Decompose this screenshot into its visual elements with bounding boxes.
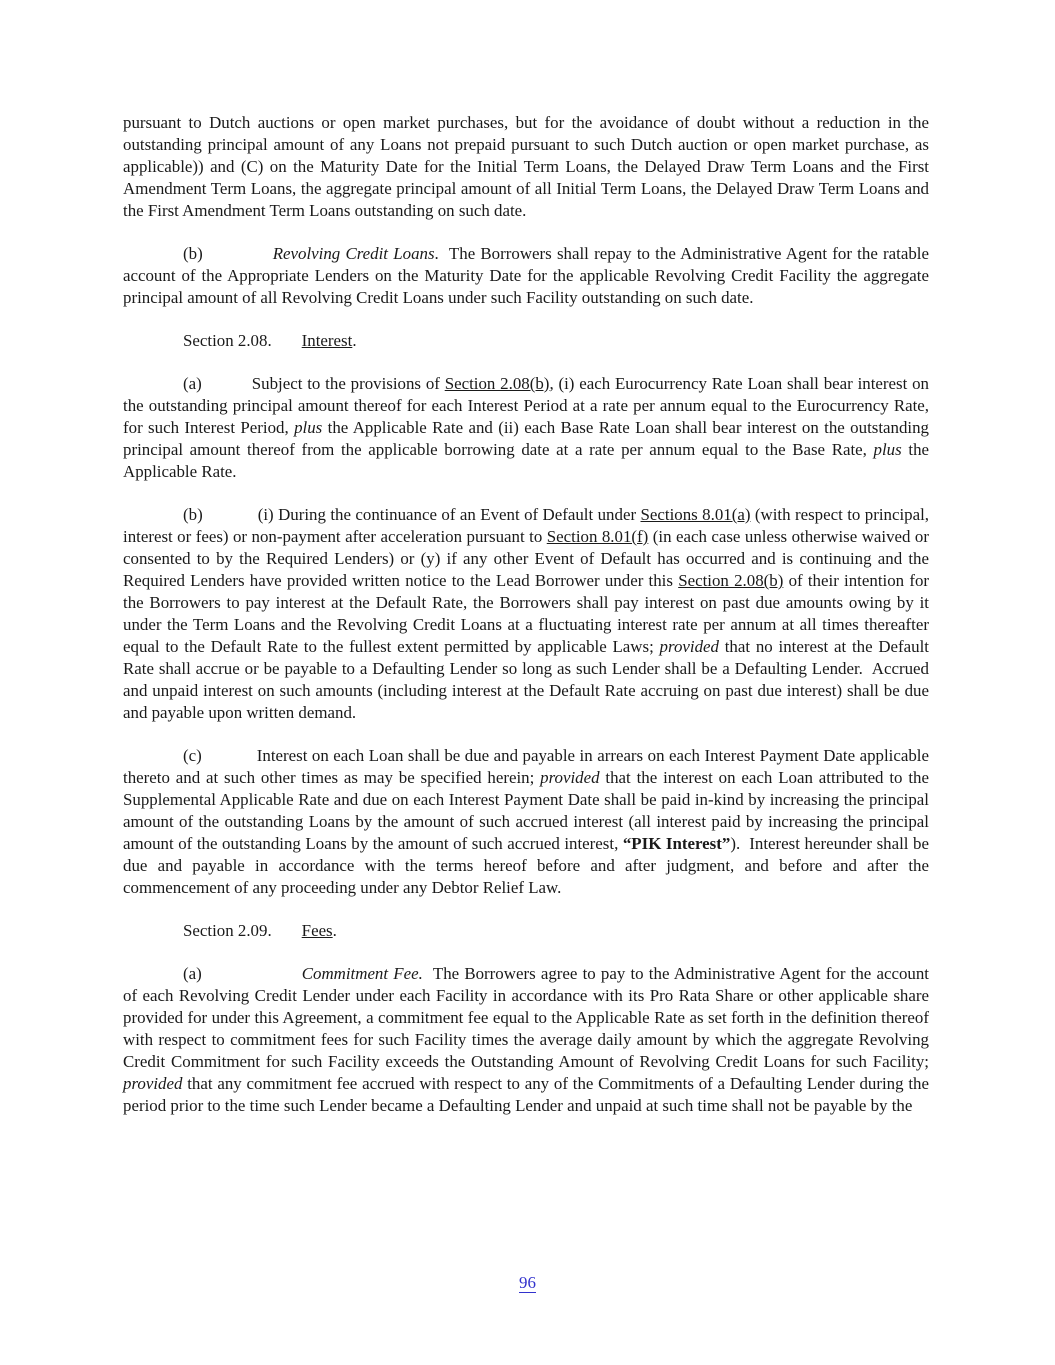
para-prepayment-continuation (123, 112, 929, 222)
text-run: provided (540, 768, 600, 787)
text-run: Section 2.08. (183, 331, 272, 350)
text-run: provided (123, 1074, 183, 1093)
text-run: Revolving Credit Loans (272, 244, 435, 263)
text-run: Section 8.01(f) (546, 527, 649, 546)
text-run: . The Borrowers shall repay to the Administrative Agent for the ratable account of the Appropriate Lenders on the Maturity Date for the applicable Revolving Credit Facility the aggregate principal amount of all Revolving Credit Loans under such Facility outstanding on such date. (123, 244, 929, 307)
text-run: Section 2.08(b) (678, 571, 784, 590)
text-run: “PIK Interest” (622, 834, 731, 853)
heading-section-2-09 (123, 920, 929, 942)
text-run: Fees (301, 921, 333, 940)
text-run: that the interest on each Loan attributed to the Supplemental Applicable Rate and due on each Interest Payment Date shall be paid in-kind by increasing the principal amount of the outstanding Loans by the amount of such accrued interest (all interest paid by increasing the principal amount of the outstanding Loans by the amount of such accrued interest, (123, 768, 929, 853)
para-b-default-rate (123, 504, 929, 724)
text-run: Interest (301, 331, 353, 350)
text-run: (in each case unless otherwise waived or consented to by the Required Lenders) or (y) if any other Event of Default has occurred and is continuing and the Required Lenders have provided written notice to the Lead Borrower under this (123, 527, 929, 590)
text-run: (a) (183, 964, 202, 983)
text-run: the Applicable Rate and (ii) each Base Rate Loan shall bear interest on the outstanding principal amount thereof from the applicable borrowing date at a rate per annum equal to the Base Rate, (123, 418, 929, 459)
document-content (123, 112, 929, 1117)
text-run: plus (873, 440, 902, 459)
text-run: of their intention for the Borrowers to pay interest at the Default Rate, the Borrowers shall pay interest on past due amounts owing by it under the Term Loans and the Revolving Credit Loans at a fluctuating interest rate per annum at all times thereafter equal to the Default Rate to the fullest extent permitted by applicable Laws; (123, 571, 930, 656)
text-run: , (i) each Eurocurrency Rate Loan shall bear interest on the outstanding principal amount thereof for each Interest Period at a rate per annum equal to the Eurocurrency Rate, for such Interest Period, (123, 374, 929, 437)
text-run: (i) During the continuance of an Event of Default under (257, 505, 641, 524)
text-run: (b) (183, 505, 203, 524)
heading-section-2-08 (123, 330, 929, 352)
text-run: Section 2.08(b) (444, 374, 550, 393)
page-number-link[interactable]: 96 (519, 1273, 536, 1292)
text-run: that no interest at the Default Rate shall accrue or be payable to a Defaulting Lender so long as such Lender shall be a Defaulting Lender. Accrued and unpaid interest on such amounts (including interest at the Default Rate accruing on past due interest) shall be due and payable upon written demand. (123, 637, 930, 722)
para-a-interest-rates (123, 373, 929, 483)
page-footer (0, 1272, 1055, 1294)
text-run: Subject to the provisions of (251, 374, 445, 393)
text-run: Commitment Fee. (301, 964, 423, 983)
text-run: plus (294, 418, 323, 437)
text-run: (c) (183, 746, 202, 765)
para-b-revolving-credit-loans (123, 243, 929, 309)
text-run: pursuant to Dutch auctions or open market purchases, but for the avoidance of doubt without a reduction in the outstanding principal amount of any Loans not prepaid pursuant to such Dutch auction or open market purchase, as applicable)) and (C) on the Maturity Date for the Initial Term Loans, the Delayed Draw Term Loans and the First Amendment Term Loans, the aggregate principal amount of all Initial Term Loans, the Delayed Draw Term Loans and the First Amendment Term Loans outstanding on such date. (123, 113, 929, 220)
text-run: . (332, 921, 337, 940)
text-run: provided (659, 637, 719, 656)
para-a-commitment-fee (123, 963, 929, 1117)
text-run: (with respect to principal, interest or fees) or non-payment after acceleration pursuant to (123, 505, 930, 546)
text-run: Interest on each Loan shall be due and payable in arrears on each Interest Payment Date applicable thereto and at such other times as may be specified herein; (123, 746, 929, 787)
text-run: ). Interest hereunder shall be due and payable in accordance with the terms hereof before and after judgment, and before and after the commencement of any proceeding under any Debtor Relief Law. (123, 834, 929, 897)
para-c-pik-interest (123, 745, 929, 899)
text-run: (a) (183, 374, 202, 393)
text-run: the Applicable Rate. (123, 440, 930, 481)
text-run: that any commitment fee accrued with respect to any of the Commitments of a Defaulting Lender during the period prior to the time such Lender became a Defaulting Lender and unpaid at such time shall not be payable by the (123, 1074, 929, 1115)
text-run: (b) (183, 244, 203, 263)
text-run: Sections 8.01(a) (640, 505, 751, 524)
text-run: . (352, 331, 357, 350)
text-run: Section 2.09. (183, 921, 272, 940)
text-run: The Borrowers agree to pay to the Administrative Agent for the account of each Revolving Credit Lender under each Facility in accordance with its Pro Rata Share or other applicable share provided for under this Agreement, a commitment fee equal to the Applicable Rate as set forth in the definition thereof with respect to commitment fees for such Facility times the average daily amount by which the aggregate Revolving Credit Commitment for such Facility exceeds the Outstanding Amount of Revolving Credit Loans for such Facility; (123, 964, 929, 1071)
